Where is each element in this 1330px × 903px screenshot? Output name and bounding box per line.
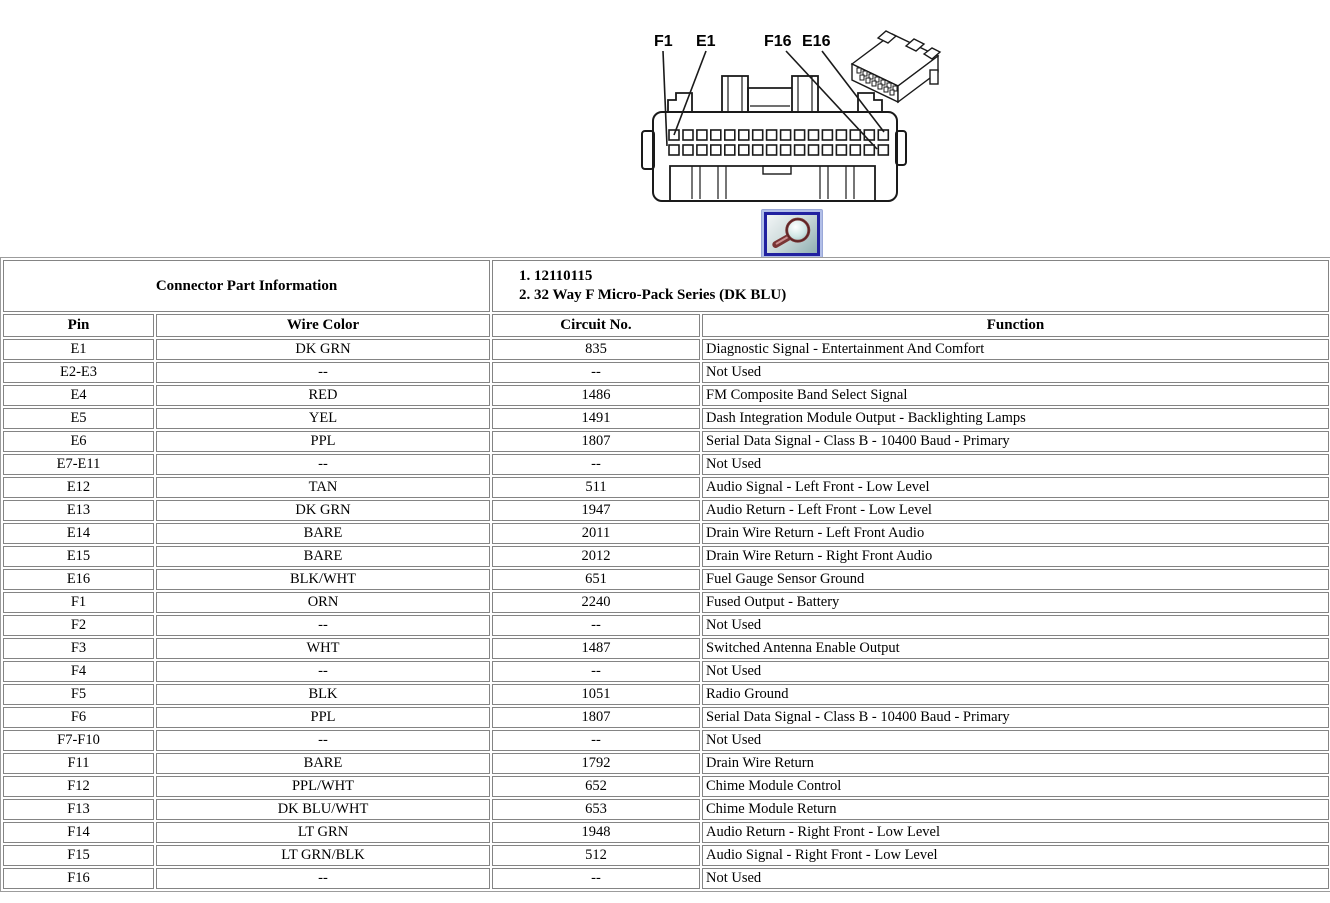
pin-label-e16: E16 <box>802 33 831 50</box>
pin-cell: F2 <box>3 615 154 636</box>
connector-diagram <box>0 0 1330 258</box>
circuit-no-cell: -- <box>492 730 700 751</box>
pin-label-e1: E1 <box>696 33 716 50</box>
table-row <box>3 569 1329 590</box>
zoom-button-face <box>764 212 820 256</box>
table-row <box>3 592 1329 613</box>
table-row <box>3 868 1329 889</box>
wire-color-cell: -- <box>156 362 490 383</box>
circuit-no-cell: -- <box>492 661 700 682</box>
wire-color-cell: BARE <box>156 546 490 567</box>
pin-cell: E12 <box>3 477 154 498</box>
function-cell: Serial Data Signal - Class B - 10400 Baud - Primary <box>702 431 1329 452</box>
pin-cell: E2-E3 <box>3 362 154 383</box>
table-row <box>3 339 1329 360</box>
table-row <box>3 615 1329 636</box>
table-row <box>3 707 1329 728</box>
wire-color-cell: LT GRN <box>156 822 490 843</box>
function-cell: Not Used <box>702 362 1329 383</box>
part-info-row <box>3 260 1329 312</box>
wire-color-cell: -- <box>156 730 490 751</box>
function-cell: Drain Wire Return <box>702 753 1329 774</box>
table-row <box>3 730 1329 751</box>
wire-color-cell: DK BLU/WHT <box>156 799 490 820</box>
function-cell: Diagnostic Signal - Entertainment And Comfort <box>702 339 1329 360</box>
pin-cell: E16 <box>3 569 154 590</box>
table-row <box>3 661 1329 682</box>
function-cell: Chime Module Control <box>702 776 1329 797</box>
function-cell: Not Used <box>702 454 1329 475</box>
wire-color-cell: PPL <box>156 431 490 452</box>
pin-grid <box>669 130 888 155</box>
circuit-no-cell: 1491 <box>492 408 700 429</box>
circuit-no-cell: 2012 <box>492 546 700 567</box>
function-cell: Radio Ground <box>702 684 1329 705</box>
pin-cell: F3 <box>3 638 154 659</box>
function-cell: Chime Module Return <box>702 799 1329 820</box>
table-row <box>3 546 1329 567</box>
table-row <box>3 454 1329 475</box>
pin-cell: E4 <box>3 385 154 406</box>
circuit-no-cell: 2011 <box>492 523 700 544</box>
function-cell: Not Used <box>702 730 1329 751</box>
circuit-no-cell: -- <box>492 615 700 636</box>
circuit-no-cell: 1487 <box>492 638 700 659</box>
circuit-no-cell: -- <box>492 868 700 889</box>
pin-cell: E14 <box>3 523 154 544</box>
column-header-row <box>3 314 1329 337</box>
function-cell: Drain Wire Return - Right Front Audio <box>702 546 1329 567</box>
circuit-no-cell: 652 <box>492 776 700 797</box>
function-cell: Audio Signal - Right Front - Low Level <box>702 845 1329 866</box>
pin-cell: E1 <box>3 339 154 360</box>
wire-color-cell: BARE <box>156 523 490 544</box>
table-row <box>3 523 1329 544</box>
circuit-no-cell: -- <box>492 362 700 383</box>
circuit-no-cell: 1807 <box>492 431 700 452</box>
pin-cell: E6 <box>3 431 154 452</box>
wire-color-cell: -- <box>156 661 490 682</box>
pin-cell: F14 <box>3 822 154 843</box>
diagram-zoom-button[interactable] <box>761 209 823 259</box>
pin-cell: F11 <box>3 753 154 774</box>
wire-color-cell: TAN <box>156 477 490 498</box>
part-info-header: Connector Part Information <box>3 260 490 312</box>
circuit-no-cell: -- <box>492 454 700 475</box>
function-cell: Not Used <box>702 661 1329 682</box>
pin-cell: E7-E11 <box>3 454 154 475</box>
table-row <box>3 638 1329 659</box>
pin-cell: E5 <box>3 408 154 429</box>
column-header-function: Function <box>702 314 1329 337</box>
wire-color-cell: BLK/WHT <box>156 569 490 590</box>
pin-cell: F5 <box>3 684 154 705</box>
table-row <box>3 845 1329 866</box>
circuit-no-cell: 512 <box>492 845 700 866</box>
function-cell: Audio Return - Right Front - Low Level <box>702 822 1329 843</box>
function-cell: Drain Wire Return - Left Front Audio <box>702 523 1329 544</box>
table-row <box>3 362 1329 383</box>
table-row <box>3 431 1329 452</box>
circuit-no-cell: 651 <box>492 569 700 590</box>
wire-color-cell: -- <box>156 615 490 636</box>
table-row <box>3 799 1329 820</box>
pin-cell: E13 <box>3 500 154 521</box>
pin-cell: F15 <box>3 845 154 866</box>
function-cell: Serial Data Signal - Class B - 10400 Baud - Primary <box>702 707 1329 728</box>
circuit-no-cell: 511 <box>492 477 700 498</box>
function-cell: FM Composite Band Select Signal <box>702 385 1329 406</box>
wire-color-cell: -- <box>156 868 490 889</box>
wire-color-cell: DK GRN <box>156 339 490 360</box>
part-list <box>492 260 1329 312</box>
wire-color-cell: ORN <box>156 592 490 613</box>
pin-cell: F1 <box>3 592 154 613</box>
pin-cell: F16 <box>3 868 154 889</box>
circuit-no-cell: 1807 <box>492 707 700 728</box>
part-list-item: 2. 32 Way F Micro-Pack Series (DK BLU) <box>534 286 1327 305</box>
magnifier-icon <box>767 214 817 254</box>
circuit-no-cell: 1051 <box>492 684 700 705</box>
table-row <box>3 500 1329 521</box>
function-cell: Audio Return - Left Front - Low Level <box>702 500 1329 521</box>
pin-label-f1: F1 <box>654 33 673 50</box>
wire-color-cell: PPL <box>156 707 490 728</box>
wire-color-cell: PPL/WHT <box>156 776 490 797</box>
function-cell: Switched Antenna Enable Output <box>702 638 1329 659</box>
column-header-pin: Pin <box>3 314 154 337</box>
wire-color-cell: WHT <box>156 638 490 659</box>
function-cell: Fused Output - Battery <box>702 592 1329 613</box>
wire-color-cell: LT GRN/BLK <box>156 845 490 866</box>
table-row <box>3 776 1329 797</box>
pin-cell: E15 <box>3 546 154 567</box>
table-row <box>3 684 1329 705</box>
circuit-no-cell: 1948 <box>492 822 700 843</box>
function-cell: Audio Signal - Left Front - Low Level <box>702 477 1329 498</box>
pin-cell: F7-F10 <box>3 730 154 751</box>
wire-color-cell: RED <box>156 385 490 406</box>
table-row <box>3 477 1329 498</box>
pin-cell: F4 <box>3 661 154 682</box>
pin-cell: F12 <box>3 776 154 797</box>
circuit-no-cell: 835 <box>492 339 700 360</box>
table-row <box>3 822 1329 843</box>
circuit-no-cell: 653 <box>492 799 700 820</box>
wire-color-cell: DK GRN <box>156 500 490 521</box>
wire-color-cell: -- <box>156 454 490 475</box>
circuit-no-cell: 1792 <box>492 753 700 774</box>
table-row <box>3 753 1329 774</box>
pin-cell: F6 <box>3 707 154 728</box>
circuit-no-cell: 2240 <box>492 592 700 613</box>
table-row <box>3 385 1329 406</box>
wire-color-cell: BLK <box>156 684 490 705</box>
circuit-no-cell: 1947 <box>492 500 700 521</box>
connector-pinout-table <box>0 257 1330 892</box>
column-header-wire-color: Wire Color <box>156 314 490 337</box>
wire-color-cell: YEL <box>156 408 490 429</box>
connector-face-drawing <box>640 18 950 210</box>
circuit-no-cell: 1486 <box>492 385 700 406</box>
function-cell: Dash Integration Module Output - Backlighting Lamps <box>702 408 1329 429</box>
function-cell: Not Used <box>702 615 1329 636</box>
function-cell: Not Used <box>702 868 1329 889</box>
part-list-item: 1. 12110115 <box>534 267 1327 286</box>
table-row <box>3 408 1329 429</box>
pin-cell: F13 <box>3 799 154 820</box>
pin-label-f16: F16 <box>764 33 792 50</box>
function-cell: Fuel Gauge Sensor Ground <box>702 569 1329 590</box>
wire-color-cell: BARE <box>156 753 490 774</box>
connector-iso-view <box>852 31 940 102</box>
column-header-circuit-no-: Circuit No. <box>492 314 700 337</box>
